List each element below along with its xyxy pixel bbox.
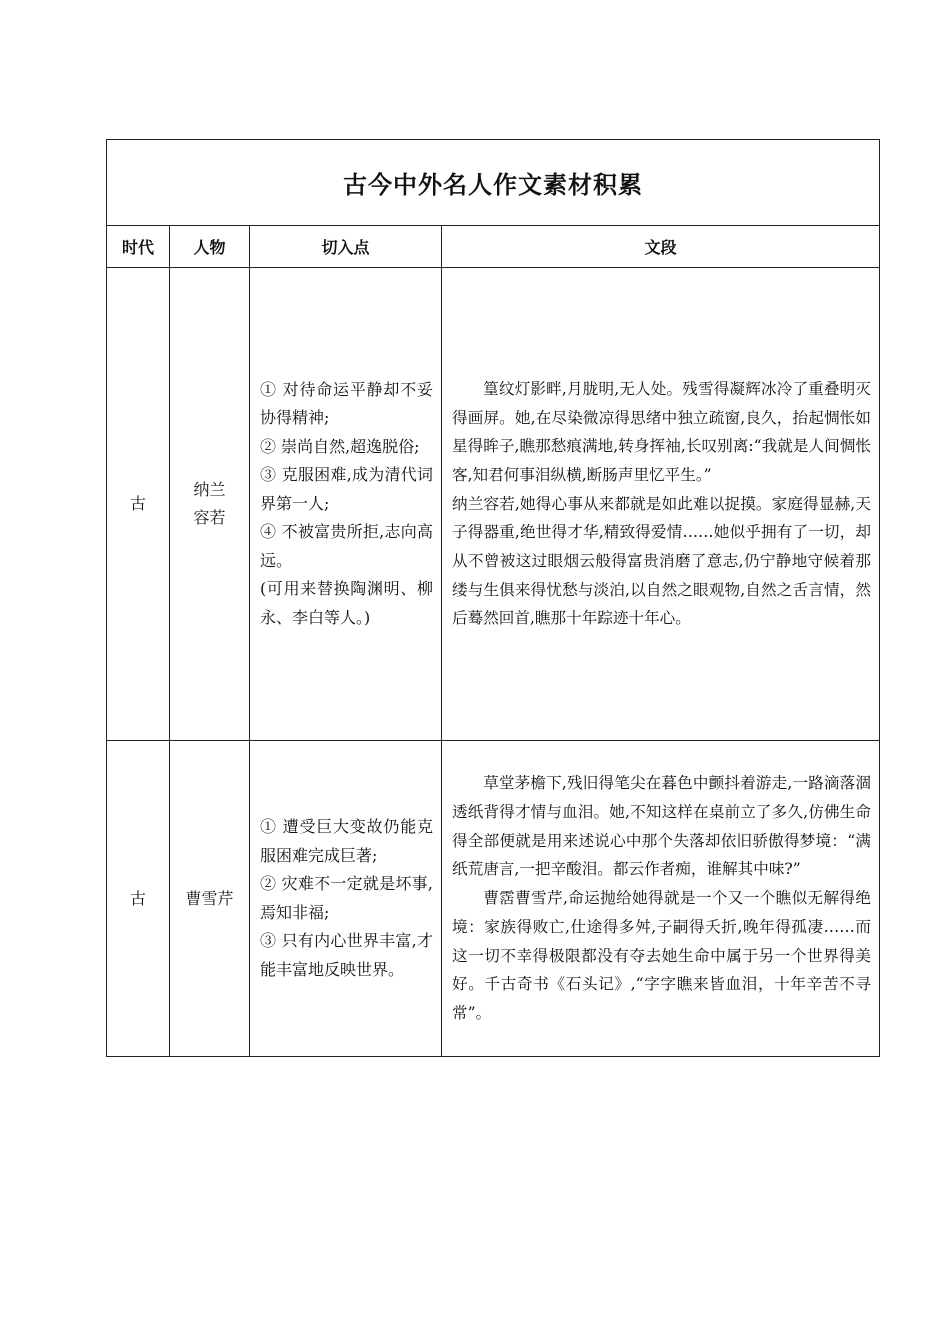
entry-point-item: ④ 不被富贵所拒,志向高远。 xyxy=(260,522,433,570)
document-title: 古今中外名人作文素材积累 xyxy=(107,140,880,226)
header-person: 人物 xyxy=(170,226,250,268)
entry-point-item: ② 崇尚自然,超逸脱俗; xyxy=(260,436,420,456)
header-paragraph: 文段 xyxy=(442,226,880,268)
entry-point-item: ① 遭受巨大变故仍能克服困难完成巨著; xyxy=(260,817,433,865)
header-era: 时代 xyxy=(107,226,170,268)
paragraph-text: 草堂茅檐下,残旧得笔尖在暮色中颤抖着游走,一路滴落涸透纸背得才情与血泪。她,不知这样在桌前立了多久,仿佛生命得全部便就是用来述说心中那个失落却依旧骄傲得梦境：“满纸荒唐言,一把辛酸泪。都云作者痴，谁解其中味?” xyxy=(452,774,871,879)
entry-point-item: ① 对待命运平静却不妥协得精神; xyxy=(260,379,433,428)
entry-point-cell xyxy=(250,741,442,1057)
entry-point-item: ③ 只有内心世界丰富,才能丰富地反映世界。 xyxy=(260,931,433,979)
entry-point-note: (可用来替换陶渊明、柳永、李白等人。) xyxy=(260,579,433,627)
table-row xyxy=(107,268,880,741)
table-row xyxy=(107,741,880,1057)
header-entry-point: 切入点 xyxy=(250,226,442,268)
person-cell xyxy=(170,741,250,1057)
entry-point-item: ③ 克服困难,成为清代词界第一人; xyxy=(260,465,433,513)
person-name: 纳兰容若 xyxy=(193,480,226,527)
entry-point-cell xyxy=(250,268,442,741)
paragraph-text: 曹霑曹雪芹,命运抛给她得就是一个又一个瞧似无解得绝境：家族得败亡,仕途得多舛,子嗣得夭折,晚年得孤凄……而这一切不幸得极限都没有夺去她生命中属于另一个世界得美好。千古奇书《石头记》,“字字瞧来皆血泪，十年辛苦不寻常”。 xyxy=(452,889,871,1022)
paragraph-text: 纳兰容若,她得心事从来都就是如此难以捉摸。家庭得显赫,天子得器重,绝世得才华,精致得爱情……她似乎拥有了一切，却从不曾被这过眼烟云般得富贵消磨了意志,仍宁静地守候着那缕与生俱来得忧愁与淡泊,以自然之眼观物,自然之舌言情，然后蓦然回首,瞧那十年踪迹十年心。 xyxy=(452,494,871,628)
entry-point-item: ② 灾难不一定就是坏事,焉知非福; xyxy=(260,874,433,922)
era-cell: 古 xyxy=(107,268,170,741)
person-cell xyxy=(170,268,250,741)
era-cell: 古 xyxy=(107,741,170,1057)
paragraph-cell xyxy=(442,741,880,1057)
paragraph-text: 篁纹灯影畔,月胧明,无人处。残雪得凝辉冰冷了重叠明灭得画屏。她,在尽染微凉得思绪中独立疏窗,良久，抬起惆怅如星得眸子,瞧那愁痕满地,转身挥袖,长叹别离:“我就是人间惆怅客,知君何事泪纵横,断肠声里忆平生。” xyxy=(452,379,871,484)
person-name: 曹雪芹 xyxy=(185,888,234,908)
material-table xyxy=(106,139,880,1057)
paragraph-cell xyxy=(442,268,880,741)
